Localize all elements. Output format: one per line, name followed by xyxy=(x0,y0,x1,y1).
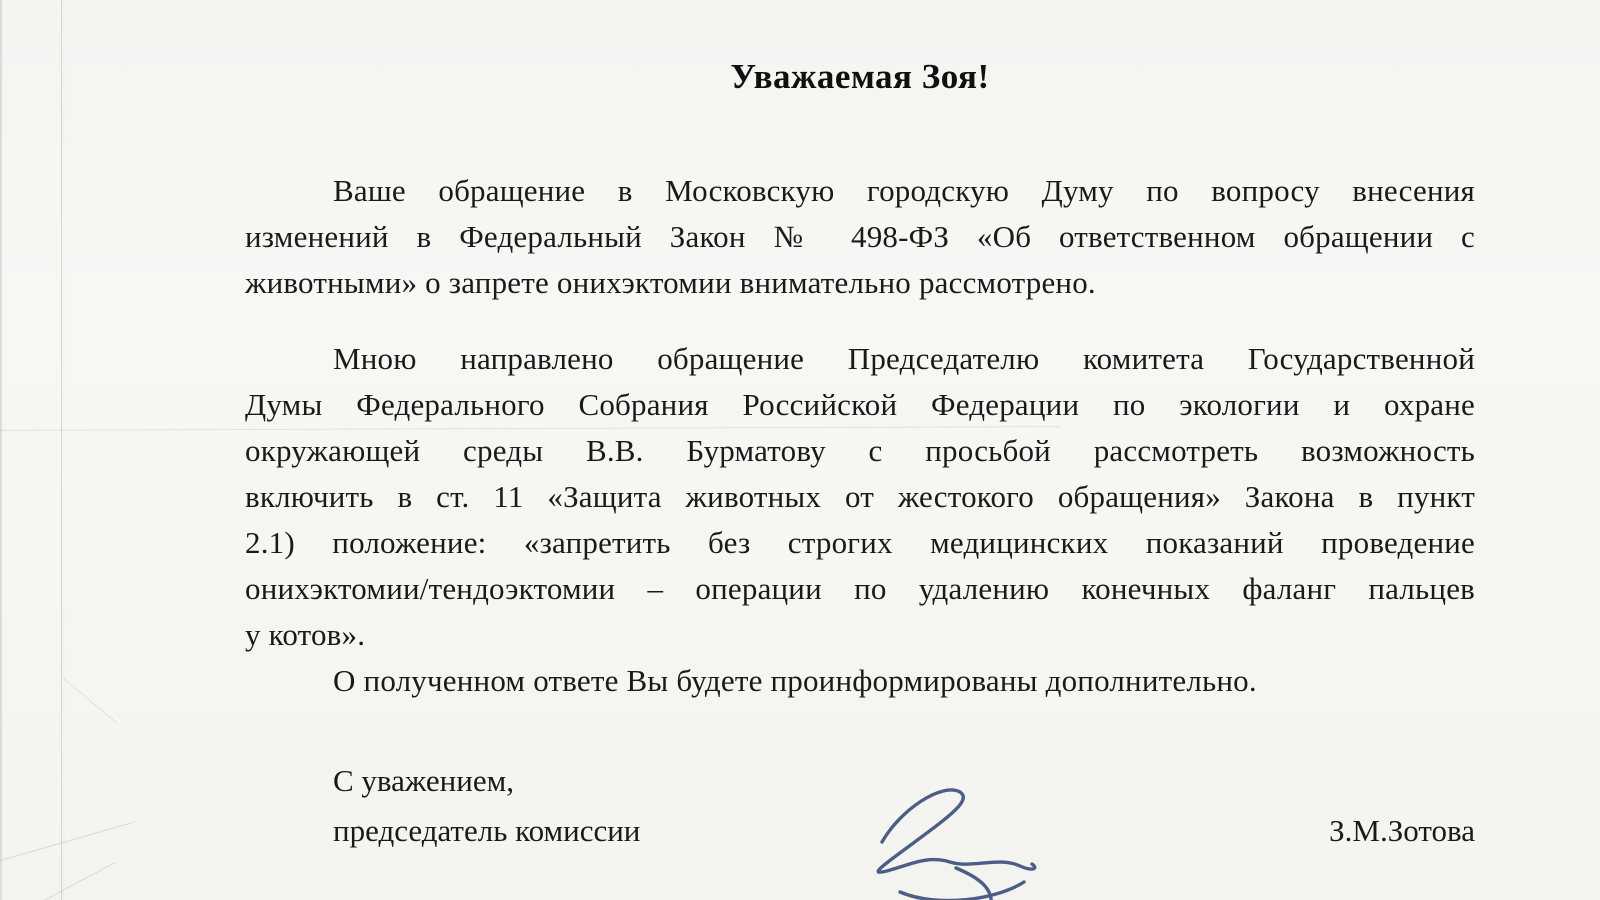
letter-line: животными» о запрете онихэктомии внимательно рассмотрено. xyxy=(245,265,1096,300)
letter-line: окружающей среды В.В. Бурматову с просьбой рассмотреть возможность xyxy=(245,433,1475,468)
closing-salutation: С уважением, xyxy=(333,763,514,798)
handwritten-signature-icon xyxy=(838,778,1058,900)
letter-line: Ваше обращение в Московскую городскую Думу по вопросу внесения xyxy=(333,173,1475,208)
letter-line: Думы Федерального Собрания Российской Федерации по экологии и охране xyxy=(245,387,1475,422)
letter-line: у котов». xyxy=(245,617,366,652)
scan-edge-artifact xyxy=(0,0,2,900)
letter-line: 2.1) положение: «запретить без строгих медицинских показаний проведение xyxy=(245,525,1475,560)
paper-crease xyxy=(0,863,115,900)
paragraph xyxy=(245,336,1475,658)
letter-line: Мною направлено обращение Председателю комитета Государственной xyxy=(333,341,1475,376)
letter-salutation-title: Уважаемая Зоя! xyxy=(730,57,990,96)
signer-title: председатель комиссии xyxy=(333,813,641,848)
paper-crease xyxy=(0,821,135,863)
paper-crease xyxy=(63,678,117,724)
letter-line: включить в ст. 11 «Защита животных от жестокого обращения» Закона в пункт xyxy=(245,479,1475,514)
letter-line: изменений в Федеральный Закон № 498-ФЗ «Об ответственном обращении с xyxy=(245,219,1475,254)
paragraph xyxy=(245,168,1475,306)
paragraph xyxy=(245,658,1475,704)
paper-fold-line xyxy=(61,0,62,900)
letter-line: онихэктомии/тендоэктомии – операции по удалению конечных фаланг пальцев xyxy=(245,571,1475,606)
signer-name: З.М.Зотова xyxy=(1329,813,1475,848)
letter-line: О полученном ответе Вы будете проинформированы дополнительно. xyxy=(333,663,1257,698)
